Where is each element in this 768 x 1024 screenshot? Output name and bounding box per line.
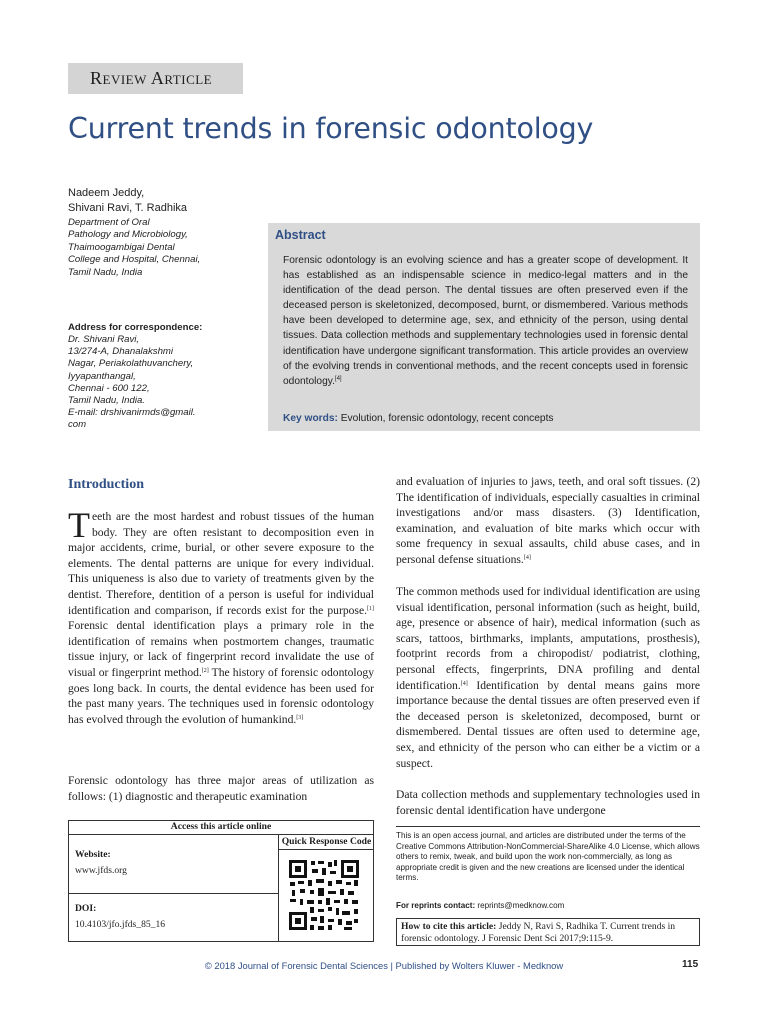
text-run: The common methods used for individual identification are using visual identification, personal information (such as height, build, age, presence or absence of hair), medical information (such as scars, tattoos, birthmarks, implants, amputations, prosthesis), footprint records from a chiropodist/ podiatrist, clothing, personal effects, fingerprints, DNA profiling and dental identification. [396, 585, 700, 692]
paragraph [396, 584, 700, 771]
drop-cap: T [68, 505, 90, 545]
address-line: Nagar, Periakolathuvanchery, [68, 358, 194, 370]
website-label: Website: [75, 849, 111, 860]
affiliation-line: Pathology and Microbiology, [68, 229, 188, 241]
paragraph [396, 474, 700, 568]
citation-text: Jeddy N, Ravi S, Radhika T. Current trends in forensic odontology. J Forensic Dent Sci 2017;9:115-9. [401, 921, 676, 944]
keywords [283, 413, 693, 424]
citation-ref: [4] [523, 554, 531, 561]
citation-label: How to cite this article: [401, 921, 497, 932]
citation-ref: [3] [296, 714, 304, 721]
divider [68, 893, 278, 894]
divider [396, 826, 700, 827]
reprints-email-link[interactable]: reprints@medknow.com [477, 901, 565, 910]
citation-box [396, 918, 700, 946]
reprints [396, 901, 700, 910]
affiliation-line: Tamil Nadu, India [68, 266, 143, 278]
citation-ref: [4] [460, 680, 468, 687]
paragraph [396, 787, 700, 818]
page-number: 115 [682, 959, 699, 970]
address-line: Iyyapanthangal, [68, 370, 136, 382]
text-run: eeth are the most hardest and robust tissues of the human body. They are often resistant to decomposition even in major accidents, crime, burial, or other severe exposure to the elements. The dental patterns are unique for every individual. This uniqueness is also due to variety of treatments given by the dentist. Therefore, dentition of a person is useful for individual identification and comparison, if records exist for the purpose. [68, 510, 374, 617]
text-run: Data collection methods and supplementary technologies used in forensic dental identification have undergone [396, 788, 700, 817]
correspondence-heading: Address for correspondence: [68, 322, 203, 333]
paragraph [68, 773, 374, 804]
text-run: Forensic odontology has three major areas of utilization as follows: (1) diagnostic and therapeutic examination [68, 774, 374, 803]
divider [278, 835, 279, 942]
access-box-heading: Access this article online [68, 820, 374, 835]
affiliation-line: Thaimoogambigai Dental [68, 241, 175, 253]
article-title: Current trends in forensic odontology [68, 112, 594, 145]
abstract-heading: Abstract [275, 228, 326, 242]
text-run: Forensic dental identification plays a primary role in the identification of remains when postmortem changes, traumatic tissue injury, or lack of fingerprint record invalidate the use of visual or fingerprint method. [68, 619, 374, 679]
address-line: Dr. Shivani Ravi, [68, 334, 140, 345]
doi-link[interactable]: 10.4103/jfo.jfds_85_16 [75, 919, 166, 930]
text-run: and evaluation of injuries to jaws, teeth, and oral soft tissues. (2) The identification of individuals, especially casualties in criminal investigations and/or mass disasters. (3) Identification, examination, and evaluation of bite marks which occur with some frequency in sexual assaults, child abuse cases, and in personal defense situations. [396, 475, 700, 566]
website-link[interactable]: www.jfds.org [75, 865, 127, 876]
citation-ref: [1] [367, 605, 374, 612]
reprints-label: For reprints contact: [396, 901, 476, 910]
doi-label: DOI: [75, 903, 97, 914]
license-text: This is an open access journal, and articles are distributed under the terms of the Creative Commons Attribution-NonCommercial-ShareAlike 4.0 License, which allows others to remix, tweak, and build upon the work non-commercially, as long as appropriate credit is given and the new creations are licensed under the identical terms. [396, 831, 700, 883]
paragraph [68, 505, 374, 727]
address-line: 13/274-A, Dhanalakshmi [68, 346, 174, 358]
affiliation-line: College and Hospital, Chennai, [68, 254, 201, 266]
article-type-label: Review Article [68, 63, 243, 94]
address-line: Chennai - 600 122, [68, 382, 150, 394]
citation-ref: [2] [201, 667, 209, 674]
footer: © 2018 Journal of Forensic Dental Sciences | Published by Wolters Kluwer - Medknow [204, 960, 564, 971]
text-run: The history of forensic odontology goes long back. In courts, the dental evidence has been used for the past many years. The techniques used in forensic odontology has evolved through the evolution of humankind. [68, 665, 374, 726]
citation-ref: [4] [334, 375, 342, 382]
email-line: com [68, 419, 87, 431]
abstract-body: Forensic odontology is an evolving science and has a greater scope of development. It has established as an indispensable science in medico-legal matters and in the identification of the dead person. The dental tissues are often preserved even if the deceased person is skeletonized, decomposed, burnt, or dismembered. Various methods have been developed to determine age, sex, and ethnicity of the person, using dental tissues. Data collection methods and supplementary technologies used in forensic dental identification have undergone significant transformation. This article provides an overview of the evolving trends in conventional methods, and the recent concepts used in forensic odontology. [283, 255, 688, 387]
text-run: Identification by dental means gains more importance because the dental tissues are often preserved even if the deceased person is skeletonized, decomposed, burnt or dismembered. Dental tissues are often used to determine age, sex, and ethnicity of the person who can either be a victim or a suspect. [396, 678, 700, 770]
abstract-text [283, 253, 688, 389]
affiliation [68, 217, 268, 279]
authors [68, 186, 268, 216]
affiliation-line: Department of Oral [68, 217, 150, 228]
correspondence-address [68, 334, 268, 432]
keywords-value: Evolution, forensic odontology, recent concepts [340, 413, 554, 424]
keywords-label: Key words: [283, 413, 338, 424]
author-line: Nadeem Jeddy, [68, 187, 145, 199]
qr-heading: Quick Response Code [279, 835, 374, 850]
email-line: E-mail: drshivanirmds@gmail. [68, 407, 196, 419]
address-line: Tamil Nadu, India. [68, 395, 145, 407]
author-line: Shivani Ravi, T. Radhika [68, 202, 188, 214]
qr-code-icon [288, 859, 360, 931]
section-heading-introduction: Introduction [68, 477, 144, 492]
